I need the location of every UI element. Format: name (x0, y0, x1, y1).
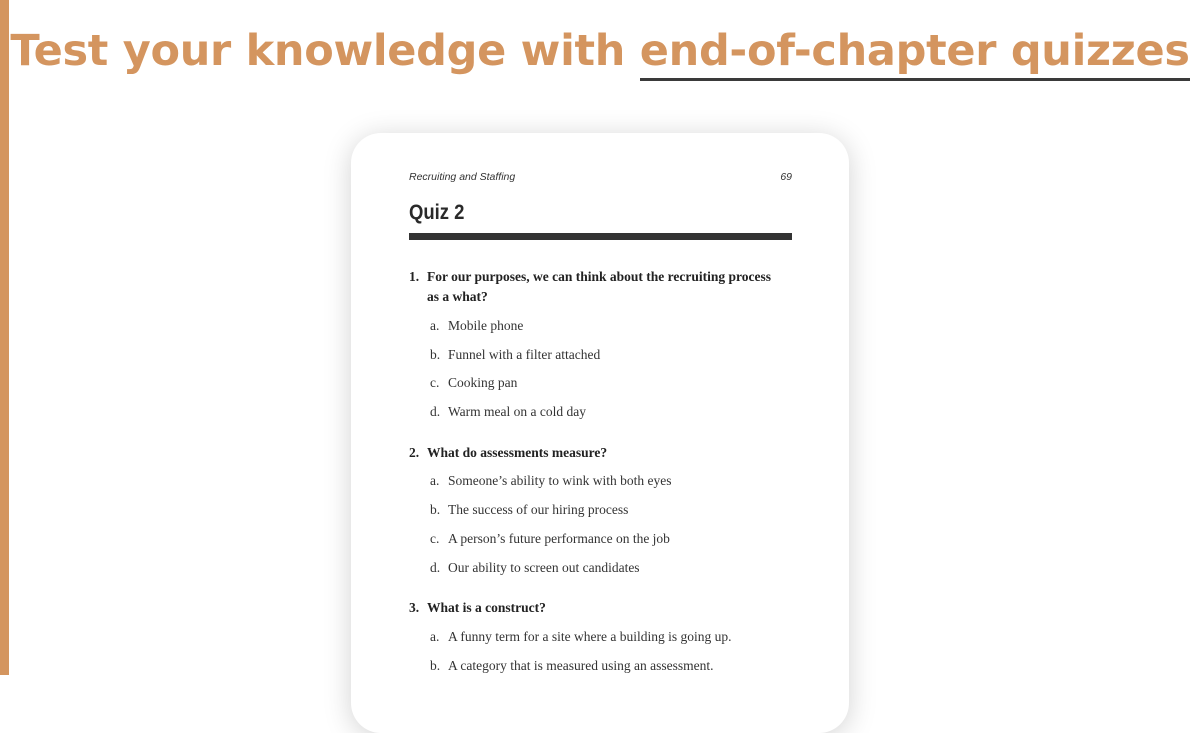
option-text: A category that is measured using an assessment. (448, 658, 714, 673)
option-letter: c. (430, 375, 440, 390)
answer-option (430, 627, 731, 647)
running-header-title: Recruiting and Staffing (409, 171, 516, 183)
answer-option (430, 558, 640, 578)
option-text: Someone’s ability to wink with both eyes (448, 473, 672, 488)
option-letter: a. (430, 629, 440, 644)
left-accent-bar (0, 0, 9, 675)
headline-text: Test your knowledge with (10, 26, 640, 76)
question-line: For our purposes, we can think about the recruiting process (427, 269, 772, 284)
option-text: Our ability to screen out candidates (448, 560, 640, 575)
running-header (409, 171, 792, 183)
headline (0, 26, 1200, 76)
answer-option (430, 656, 713, 676)
option-text: A person’s future performance on the job (448, 531, 670, 546)
question-text (427, 267, 797, 307)
question-line: What is a construct? (427, 600, 546, 615)
answer-option (430, 500, 628, 520)
option-text: Cooking pan (448, 375, 518, 390)
page-number: 69 (780, 171, 792, 183)
option-letter: d. (430, 404, 441, 419)
quiz-title: Quiz 2 (409, 201, 465, 224)
answer-option (430, 402, 586, 422)
answer-option (430, 316, 523, 336)
option-text: Funnel with a filter attached (448, 347, 601, 362)
option-text: The success of our hiring process (448, 502, 629, 517)
question-text (427, 443, 797, 463)
question-number: 1. (409, 269, 420, 284)
option-letter: a. (430, 318, 440, 333)
option-letter: a. (430, 473, 440, 488)
headline-link[interactable]: end-of-chapter quizzes (640, 26, 1190, 81)
option-text: A funny term for a site where a building is going up. (448, 629, 732, 644)
option-letter: b. (430, 658, 441, 673)
question-line: What do assessments measure? (427, 445, 608, 460)
option-letter: c. (430, 531, 440, 546)
option-letter: b. (430, 502, 441, 517)
answer-option (430, 373, 517, 393)
quiz-title-rule (409, 233, 792, 240)
answer-option (430, 471, 671, 491)
option-letter: d. (430, 560, 441, 575)
option-letter: b. (430, 347, 441, 362)
option-text: Mobile phone (448, 318, 524, 333)
answer-option (430, 345, 600, 365)
answer-option (430, 529, 670, 549)
question-line: as a what? (427, 289, 488, 304)
question-number: 2. (409, 445, 420, 460)
question-number: 3. (409, 600, 420, 615)
question-text (427, 598, 797, 618)
book-page-card (351, 133, 849, 733)
option-text: Warm meal on a cold day (448, 404, 586, 419)
